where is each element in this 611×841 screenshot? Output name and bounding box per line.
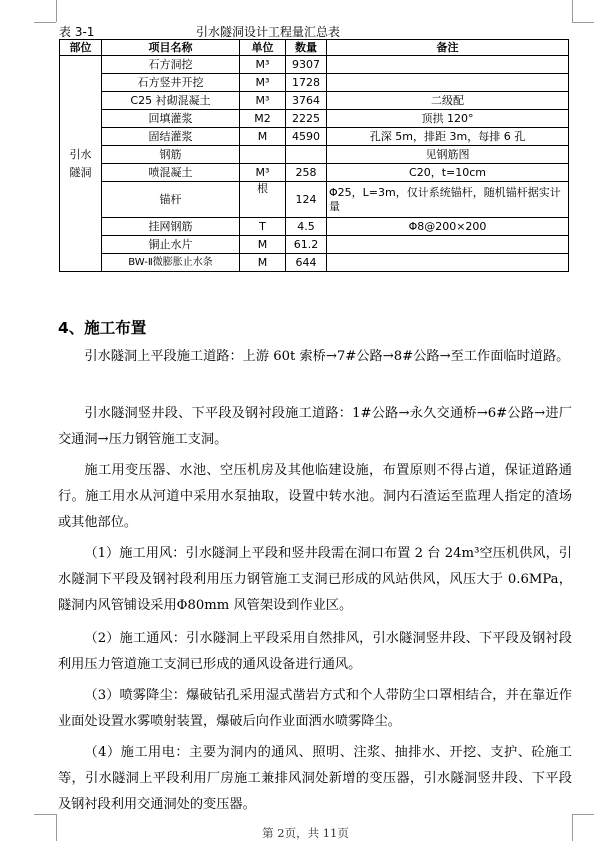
cell-note xyxy=(327,56,569,74)
quantity-summary-table xyxy=(59,39,569,272)
paragraph-power-supply: （4）施工用电：主要为洞内的通风、照明、注浆、抽排水、开挖、支护、砼施工等，引水隧洞上平段利用厂房施工兼排风洞处新增的变压器，引水隧洞竖井段、下平段及钢衬段利用交通洞处的变压器。 xyxy=(58,745,572,812)
header-part: 部位 xyxy=(60,40,102,56)
table-row xyxy=(60,146,569,164)
table-row xyxy=(60,110,569,128)
table-row xyxy=(60,254,569,272)
cell-item-name: 锚杆 xyxy=(102,182,240,218)
crop-mark-top-right-v xyxy=(572,0,573,22)
cell-quantity: 9307 xyxy=(286,56,327,74)
cell-quantity: 2225 xyxy=(286,110,327,128)
crop-mark-top-right-h xyxy=(572,22,594,23)
cell-item-name: 铜止水片 xyxy=(102,236,240,254)
cell-unit: M xyxy=(240,236,286,254)
table-row xyxy=(60,218,569,236)
table-header-row xyxy=(60,40,569,56)
page-footer: 第 2页，共 11页 xyxy=(262,826,349,840)
cell-unit: M xyxy=(240,254,286,272)
paragraph-air-supply: （1）施工用风：引水隧洞上平段和竖井段需在洞口布置 2 台 24m³空压机供风，引水隧洞下平段及钢衬段利用压力钢管施工支洞已形成的风站供风，风压大于 0.6MPa，隧洞内风管铺设采用Φ80mm 风管架设到作业区。 xyxy=(58,546,572,613)
section-heading: 4、施工布置 xyxy=(58,319,147,337)
paragraph-upper-road: 引水隧洞上平段施工道路：上游 60t 索桥→7#公路→8#公路→至工作面临时道路。 xyxy=(84,349,570,364)
cell-item-name: 钢筋 xyxy=(102,146,240,164)
cell-unit: M³ xyxy=(240,56,286,74)
table-row xyxy=(60,74,569,92)
header-note: 备注 xyxy=(327,40,569,56)
cell-unit: M³ xyxy=(240,92,286,110)
cell-quantity: 4590 xyxy=(286,128,327,146)
cell-quantity: 61.2 xyxy=(286,236,327,254)
cell-quantity: 258 xyxy=(286,164,327,182)
crop-mark-bottom-left-h xyxy=(34,814,56,815)
paragraph-shaft-road: 引水隧洞竖井段、下平段及钢衬段施工道路：1#公路→永久交通桥→6#公路→进厂交通洞→压力钢管施工支洞。 xyxy=(58,406,572,447)
cell-item-name: 石方洞挖 xyxy=(102,56,240,74)
cell-note xyxy=(327,254,569,272)
crop-mark-top-left-h xyxy=(34,22,56,23)
paragraph-temporary-facilities: 施工用变压器、水池、空压机房及其他临建设施，布置原则不得占道，保证道路通行。施工用水从河道中采用水泵抽取，设置中转水池。洞内石渣运至监理人指定的渣场或其他部位。 xyxy=(58,463,572,530)
cell-unit xyxy=(240,146,286,164)
cell-item-name: 回填灌浆 xyxy=(102,110,240,128)
cell-note: 见钢筋图 xyxy=(327,146,569,164)
crop-mark-bottom-right-h xyxy=(572,814,594,815)
cell-unit: M2 xyxy=(240,110,286,128)
cell-quantity: 644 xyxy=(286,254,327,272)
cell-note: Φ8@200×200 xyxy=(327,218,569,236)
paragraph-ventilation: （2）施工通风：引水隧洞上平段采用自然排风，引水隧洞竖井段、下平段及钢衬段利用压力管道施工支洞已形成的通风设备进行通风。 xyxy=(58,631,572,672)
cell-unit: M³ xyxy=(240,164,286,182)
header-quantity: 数量 xyxy=(286,40,327,56)
cell-unit: M xyxy=(240,128,286,146)
table-row xyxy=(60,128,569,146)
header-item-name: 项目名称 xyxy=(102,40,240,56)
cell-item-name: 固结灌浆 xyxy=(102,128,240,146)
cell-quantity: 4.5 xyxy=(286,218,327,236)
cell-item-name: 石方竖井开挖 xyxy=(102,74,240,92)
cell-item-name: C25 衬砌混凝土 xyxy=(102,92,240,110)
paragraph-dust-control: （3）喷雾降尘：爆破钻孔采用湿式凿岩方式和个人带防尘口罩相结合，并在靠近作业面处设置水雾喷射装置，爆破后向作业面洒水喷雾降尘。 xyxy=(58,688,572,729)
table-caption-title: 引水隧洞设计工程量汇总表 xyxy=(196,25,341,39)
table-row xyxy=(60,92,569,110)
crop-mark-top-left-v xyxy=(56,0,57,22)
table-row xyxy=(60,236,569,254)
cell-item-name: BW-Ⅱ微膨胀止水条 xyxy=(102,254,240,272)
cell-part: 引水隧洞 xyxy=(60,56,102,272)
table-row xyxy=(60,182,569,218)
cell-note: 二级配 xyxy=(327,92,569,110)
cell-unit: T xyxy=(240,218,286,236)
cell-note xyxy=(327,74,569,92)
cell-note: 顶拱 120° xyxy=(327,110,569,128)
cell-item-name: 挂网钢筋 xyxy=(102,218,240,236)
table-caption-number: 表 3-1 xyxy=(59,25,95,39)
cell-item-name: 喷混凝土 xyxy=(102,164,240,182)
cell-note xyxy=(327,236,569,254)
cell-note: 孔深 5m，排距 3m，每排 6 孔 xyxy=(327,128,569,146)
cell-quantity: 124 xyxy=(286,182,327,218)
cell-note: C20，t=10cm xyxy=(327,164,569,182)
cell-quantity: 1728 xyxy=(286,74,327,92)
cell-quantity xyxy=(286,146,327,164)
cell-unit: M³ xyxy=(240,74,286,92)
cell-quantity: 3764 xyxy=(286,92,327,110)
header-unit: 单位 xyxy=(240,40,286,56)
table-row xyxy=(60,164,569,182)
cell-note: Φ25，L=3m，仅计系统锚杆，随机锚杆据实计量 xyxy=(327,182,569,218)
cell-unit: 根 xyxy=(240,182,286,218)
table-row xyxy=(60,56,569,74)
